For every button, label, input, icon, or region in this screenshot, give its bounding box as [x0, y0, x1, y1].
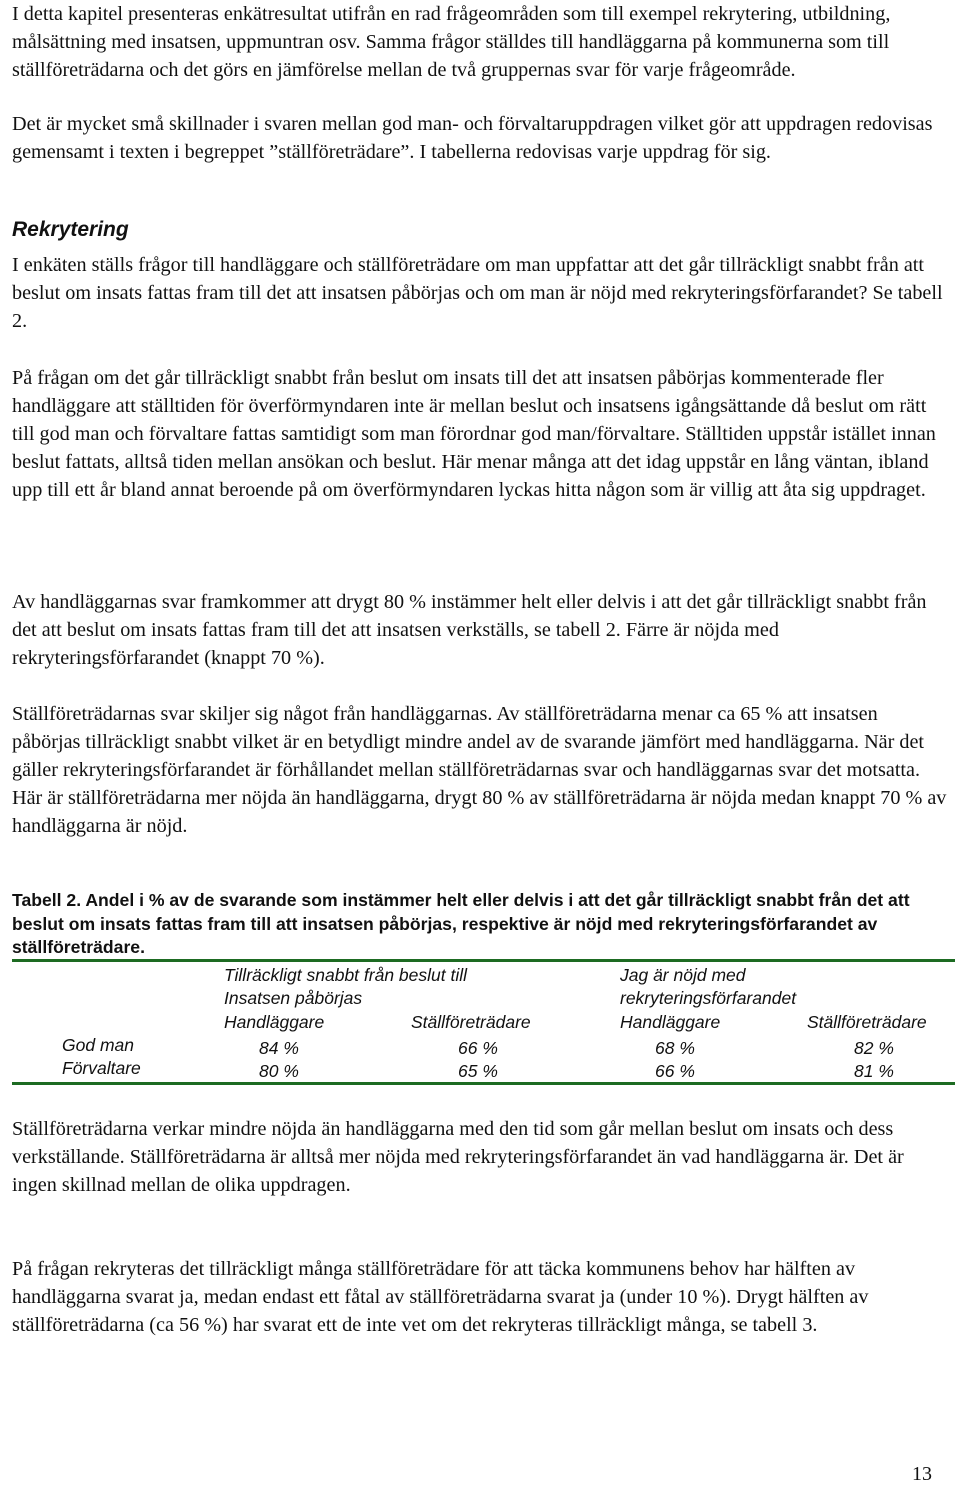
section-paragraph-2: På frågan om det går tillräckligt snabbt från beslut om insats till det att insatsen påbörjas kommenterade fler handläggare att ställtiden för överförmyndaren inte är mellan beslut och insatsens igångsättande då beslut om rätt till god man och förvaltare fattas samtidigt som man förordnar god man/förvaltare. Ställtiden uppstår istället innan beslut fattats, alltså tiden mellan ansökan och beslut. Här menar många att det idag uppstår en lång väntan, ibland upp till ett år bland annat beroende på om överförmyndaren lyckas hitta någon som är villig att åta sig uppdraget.	[12, 367, 936, 501]
column-header-handlaggare-2: Handläggare	[620, 1012, 721, 1032]
group-header-satisfied-line2: rekryteringsförfarandet	[620, 988, 797, 1008]
table-cell: 80 %	[259, 1061, 299, 1081]
table-cell: 65 %	[458, 1061, 498, 1081]
column-header-handlaggare-1: Handläggare	[224, 1012, 325, 1032]
section-paragraph-4: Ställföreträdarnas svar skiljer sig något från handläggarnas. Av ställföreträdarna menar ca 65 % att insatsen påbörjas tillräckligt snabbt vilket är en betydligt mindre andel av de svarande jämfört med handläggarna. När det gäller rekryteringsförfarandet är förhållandet mellan ställföreträdarnas svar och handläggarnas svar det motsatta. Här är ställföreträdarna mer nöjda än handläggarna, drygt 80 % av ställföreträdarna är nöjda medan knappt 70 % av handläggarna är nöjd.	[12, 703, 947, 837]
section-paragraph-1: I enkäten ställs frågor till handläggare och ställföreträdare om man uppfattar att det går tillräckligt snabbt från att beslut om insats fattas fram till det att insatsen påbörjas och om man är nöjd med rekryteringsförfarandet? Se tabell 2.	[12, 254, 943, 332]
column-header-stallforetradare-2: Ställföreträdare	[807, 1012, 927, 1032]
table-cell: 84 %	[259, 1038, 299, 1058]
group-header-satisfied-line1: Jag är nöjd med	[620, 965, 746, 985]
row-label-forvaltare: Förvaltare	[62, 1058, 141, 1078]
after-paragraph-2: På frågan rekryteras det tillräckligt många ställföreträdare för att täcka kommunens behov har hälften av handläggarna svarat ja, medan endast ett fåtal av ställföreträdarna svarat ja (under 10 %). Drygt hälften av ställföreträdarna (ca 56 %) har svarat ett de inte vet om det rekryteras tillräckligt många, se tabell 3.	[12, 1258, 869, 1336]
row-label-god-man: God man	[62, 1035, 134, 1055]
group-header-speed-line2: Insatsen påbörjas	[224, 988, 363, 1008]
table-cell: 81 %	[854, 1061, 894, 1081]
intro-paragraph-1: I detta kapitel presenteras enkätresultat utifrån en rad frågeområden som till exempel rekrytering, utbildning, målsättning med insatsen, uppmuntran osv. Samma frågor ställdes till handläggarna på kommunerna som till ställföreträdarna och det görs en jämförelse mellan de två gruppernas svar för varje frågeområde.	[12, 3, 891, 81]
table-cell: 66 %	[655, 1061, 695, 1081]
table-bottom-rule	[12, 1082, 955, 1085]
data-table	[12, 959, 955, 1087]
after-paragraph-1: Ställföreträdarna verkar mindre nöjda än handläggarna med den tid som går mellan beslut om insats och dess verkställande. Ställföreträdarna är alltså mer nöjda med rekryteringsförfarandet än vad handläggarna är. Det är ingen skillnad mellan de olika uppdragen.	[12, 1118, 904, 1196]
table-cell: 66 %	[458, 1038, 498, 1058]
table-cell: 68 %	[655, 1038, 695, 1058]
table-caption: Tabell 2. Andel i % av de svarande som instämmer helt eller delvis i att det går tillräckligt snabbt från det att beslut om insats fattas fram till att insatsen påbörjas, respektive är nöjd med rekryteringsförfarandet av ställföreträdare.	[12, 890, 910, 957]
intro-paragraph-2: Det är mycket små skillnader i svaren mellan god man- och förvaltaruppdragen vilket gör att uppdragen redovisas gemensamt i texten i begreppet ”ställföreträdare”. I tabellerna redovisas varje uppdrag för sig.	[12, 113, 933, 163]
section-heading: Rekrytering	[12, 218, 129, 241]
table-cell: 82 %	[854, 1038, 894, 1058]
column-header-stallforetradare-1: Ställföreträdare	[411, 1012, 531, 1032]
section-paragraph-3: Av handläggarnas svar framkommer att drygt 80 % instämmer helt eller delvis i att det går tillräckligt snabbt från det att beslut om insats fattas fram till det att insatsen verkställs, se tabell 2. Färre är nöjda med rekryteringsförfarandet (knappt 70 %).	[12, 591, 927, 669]
group-header-speed-line1: Tillräckligt snabbt från beslut till	[224, 965, 468, 985]
page-number: 13	[912, 1463, 932, 1485]
table-top-rule	[12, 959, 955, 962]
